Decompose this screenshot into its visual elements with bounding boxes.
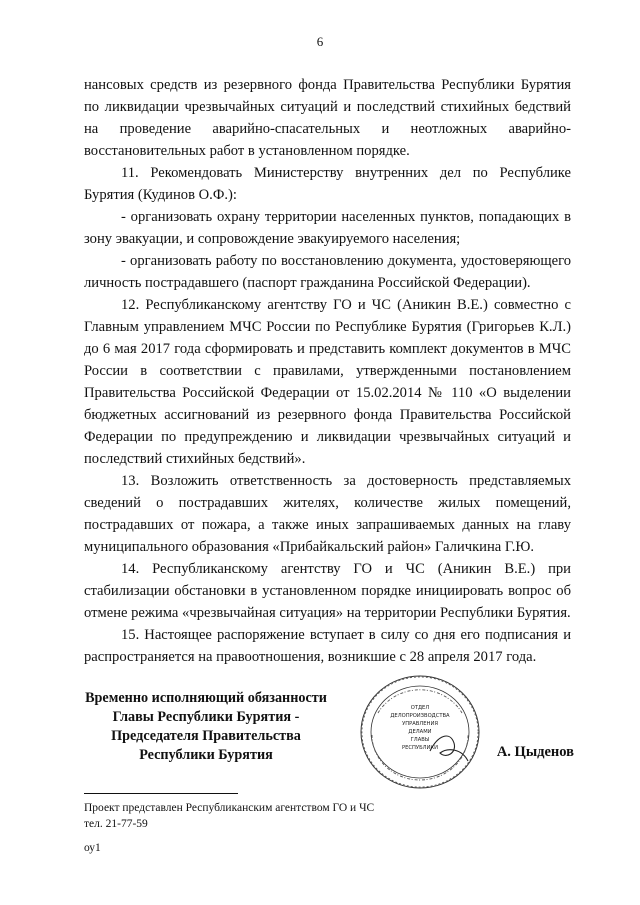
footnote-code: оу1 (84, 842, 101, 854)
paragraph-12: 12. Республиканскому агентству ГО и ЧС (Аникин В.Е.) совместно с Главным управлением МЧС России по Республике Бурятия (Григорьев К.Л.) до 6 мая 2017 года сформировать и представить комплект документов в МЧС России в соответствии с правилами, утвержденными постановлением Правительства Российской Федерации от 15.02.2014 № 110 «О выделении бюджетных ассигнований из резервного фонда Правительства Российской Федерации по предупреждению и ликвидации чрезвычайных ситуаций и последствий стихийных бедствий». (84, 297, 571, 467)
footnote-project-note: Проект представлен Республиканским агентством ГО и ЧС (84, 802, 375, 814)
seal-text: ОТДЕЛ (410, 705, 430, 711)
seal-text: РЕСПУБЛИКИ (402, 745, 438, 751)
paragraph-11: 11. Рекомендовать Министерству внутренних дел по Республике Бурятия (Кудинов О.Ф.): (84, 165, 571, 203)
paragraph-11-item-1: - организовать охрану территории населенных пунктов, попадающих в зону эвакуации, и сопровождение эвакуируемого населения; (84, 209, 571, 247)
paragraph-continuation: нансовых средств из резервного фонда Правительства Республики Бурятия по ликвидации чрезвычайных ситуаций и последствий стихийных бедствий на проведение аварийно-спасательных и неотложных аварийно-восстановительных работ в установленном порядке. (84, 77, 571, 159)
signatory-title-line: Председателя Правительства (111, 728, 301, 744)
signatory-title-line: Главы Республики Бурятия - (112, 709, 300, 725)
paragraph-15: 15. Настоящее распоряжение вступает в силу со дня его подписания и распространяется на правоотношения, возникшие с 28 апреля 2017 года. (84, 627, 571, 665)
signatory-title-line: Республики Бурятия (139, 747, 273, 763)
document-body (84, 74, 571, 668)
paragraph-11-item-2: - организовать работу по восстановлению документа, удостоверяющего личность пострадавшего (паспорт гражданина Российской Федерации). (84, 253, 571, 291)
seal-text: ДЕЛАМИ (408, 729, 432, 735)
signatory-title-line: Временно исполняющий обязанности (85, 690, 327, 706)
footnote (84, 800, 444, 856)
seal-text: ДЕЛОПРОИЗВОДСТВА (390, 713, 450, 719)
signer-name: А. Цыденов (496, 744, 574, 760)
seal-text: УПРАВЛЕНИЯ (402, 721, 438, 727)
signatory-title (66, 689, 346, 765)
paragraph-14: 14. Республиканскому агентству ГО и ЧС (Аникин В.Е.) при стабилизации обстановки в установленном порядке инициировать вопрос об отмене режима «чрезвычайная ситуация» на территории Республики Бурятия. (84, 561, 571, 621)
official-seal-stamp (358, 673, 482, 791)
footnote-divider (84, 793, 238, 794)
seal-text: ГЛАВЫ (410, 737, 430, 743)
footnote-phone: тел. 21-77-59 (84, 818, 148, 830)
page-number: 6 (316, 34, 324, 49)
paragraph-13: 13. Возложить ответственность за достоверность представляемых сведений о пострадавших жителях, количестве жилых помещений, пострадавших от пожара, а также иных запрашиваемых данных на главу муниципального образования «Прибайкальский район» Галичкина Г.Ю. (84, 473, 571, 555)
